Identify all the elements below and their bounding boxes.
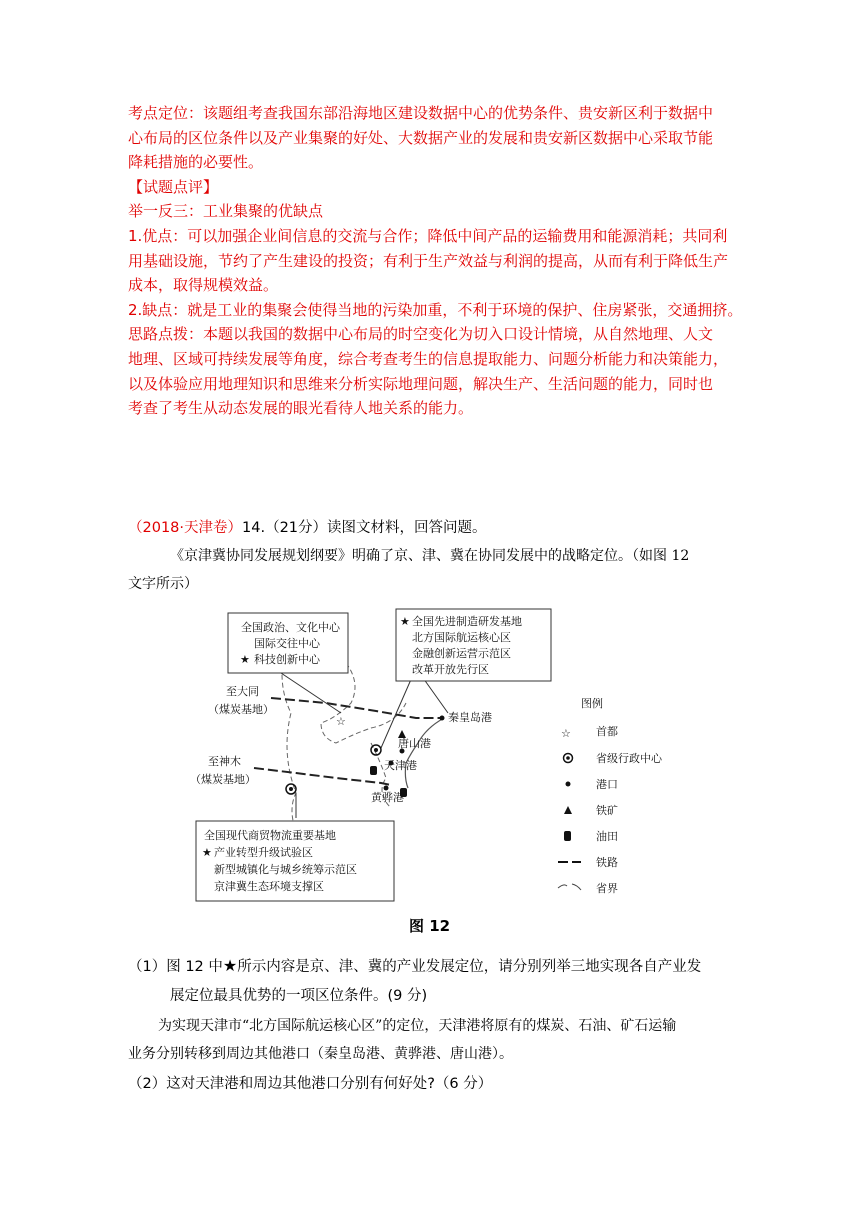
- question-header: [128, 518, 487, 538]
- hebei-item: 全国现代商贸物流重要基地: [204, 829, 336, 842]
- hebei-item: 新型城镇化与城乡统筹示范区: [214, 863, 357, 876]
- legend-label: 首都: [596, 725, 618, 738]
- legend-capital-icon: ☆: [561, 727, 571, 740]
- extension-title: 举一反三：工业集聚的优缺点: [128, 202, 324, 221]
- legend-label: 省级行政中心: [596, 752, 662, 765]
- intro-line: 文字所示）: [128, 576, 198, 592]
- material-line: 为实现天津市“北方国际航运核心区”的定位，天津港将原有的煤炭、石油、矿石运输: [158, 1018, 677, 1034]
- tianjin-item: 全国先进制造研发基地: [412, 615, 522, 628]
- legend-oil-icon: [564, 831, 571, 841]
- advantage-line: 用基础设施，节约了产生建设的投资；有利于生产效益与利润的提高，从而有利于降低生产: [128, 251, 729, 270]
- figure-caption: 图 12: [409, 917, 451, 935]
- legend-title: 图例: [581, 697, 603, 710]
- question-2: （2）这对天津港和周边其他港口分别有何好处?（6 分）: [128, 1076, 493, 1092]
- analysis-section: [128, 101, 743, 421]
- beijing-item: 国际交往中心: [254, 637, 320, 650]
- legend-label: 油田: [596, 830, 618, 843]
- legend-label: 省界: [596, 882, 618, 895]
- province-border: [321, 663, 406, 743]
- question-1-line2: 展定位最具优势的一项区位条件。(9 分): [170, 988, 428, 1004]
- point-line: 考点定位：该题组考查我国东部沿海地区建设数据中心的优势条件、贵安新区利于数据中: [128, 104, 714, 122]
- question-source: （2018·天津卷）: [128, 520, 243, 536]
- idea-line: 以及体验应用地理知识和思维来分析实际地理问题，解决生产、生活问题的能力，同时也: [128, 374, 714, 393]
- legend-label: 铁路: [596, 856, 618, 869]
- oilfield-icon: [370, 766, 377, 775]
- place-datong: 至大同: [226, 685, 259, 698]
- q1-part1: （1）图 12 中: [128, 959, 223, 975]
- beijing-item: 科技创新中心: [254, 653, 320, 666]
- idea-line: 考查了考生从动态发展的眼光看待人地关系的能力。: [128, 399, 474, 418]
- place-shenmu: 至神木: [208, 755, 241, 768]
- port-icon: [384, 786, 389, 791]
- point-line: 降耗措施的必要性。: [128, 153, 264, 172]
- question-title: 14.（21分）读图文材料，回答问题。: [242, 520, 487, 536]
- legend-iron-icon: [564, 806, 572, 814]
- tianjin-item: 北方国际航运核心区: [412, 631, 511, 644]
- map-figure: [186, 603, 662, 933]
- review-heading: 【试题点评】: [128, 177, 219, 196]
- idea-line: 地理、区域可持续发展等角度，综合考查考生的信息提取能力、问题分析能力和决策能力，: [128, 349, 729, 368]
- legend: [558, 696, 663, 895]
- q1-part2: 所示内容是京、津、冀的产业发展定位，请分别列举三地实现各自产业发: [237, 959, 702, 975]
- port-huanghua-label: 黄骅港: [371, 791, 404, 804]
- port-icon: [440, 716, 445, 721]
- port-tangshan-label: 唐山港: [398, 737, 431, 750]
- intro-line: 《京津冀协同发展规划纲要》明确了京、津、冀在协同发展中的战略定位。（如图 12: [170, 548, 690, 564]
- place-shenmu-note: （煤炭基地）: [190, 773, 256, 786]
- material-line: 业务分别转移到周边其他港口（秦皇岛港、黄骅港、唐山港）。: [128, 1046, 513, 1062]
- advantage-line: 1.优点：可以加强企业间信息的交流与合作；降低中间产品的运输费用和能源消耗；共同利: [128, 226, 728, 245]
- question-1: [128, 956, 701, 977]
- capital-star-icon: ☆: [336, 715, 346, 728]
- point-line: 心布局的区位条件以及产业集聚的好处、大数据产业的发展和贵安新区数据中心采取节能: [128, 128, 714, 147]
- coastline: [405, 718, 444, 788]
- tianjin-item: 改革开放先行区: [412, 663, 489, 676]
- railway: [271, 698, 441, 718]
- legend-port-icon: [566, 782, 571, 787]
- legend-label: 港口: [596, 778, 618, 791]
- advantage-line: 成本，取得规模效益。: [128, 276, 279, 295]
- idea-line: 思路点拨：本题以我国的数据中心布局的时空变化为切入口设计情境，从自然地理、人文: [128, 325, 714, 344]
- port-tianjin-label: 天津港: [384, 759, 417, 772]
- legend-border-icon: [558, 884, 581, 890]
- star-icon: ★: [240, 653, 250, 666]
- hebei-item: 京津冀生态环境支撑区: [214, 880, 324, 893]
- star-icon: ★: [222, 956, 238, 975]
- hebei-item: 产业转型升级试验区: [214, 846, 313, 859]
- beijing-item: 全国政治、文化中心: [241, 621, 340, 634]
- star-icon: ★: [202, 846, 212, 859]
- disadvantage-line: 2.缺点：就是工业的集聚会使得当地的污染加重，不利于环境的保护、住房紧张，交通拥挤。: [128, 300, 743, 319]
- place-datong-note: （煤炭基地）: [208, 703, 274, 716]
- star-icon: ★: [400, 615, 410, 628]
- port-qinhuangdao-label: 秦皇岛港: [448, 711, 492, 724]
- legend-label: 铁矿: [596, 804, 618, 817]
- tianjin-item: 金融创新运营示范区: [412, 647, 511, 660]
